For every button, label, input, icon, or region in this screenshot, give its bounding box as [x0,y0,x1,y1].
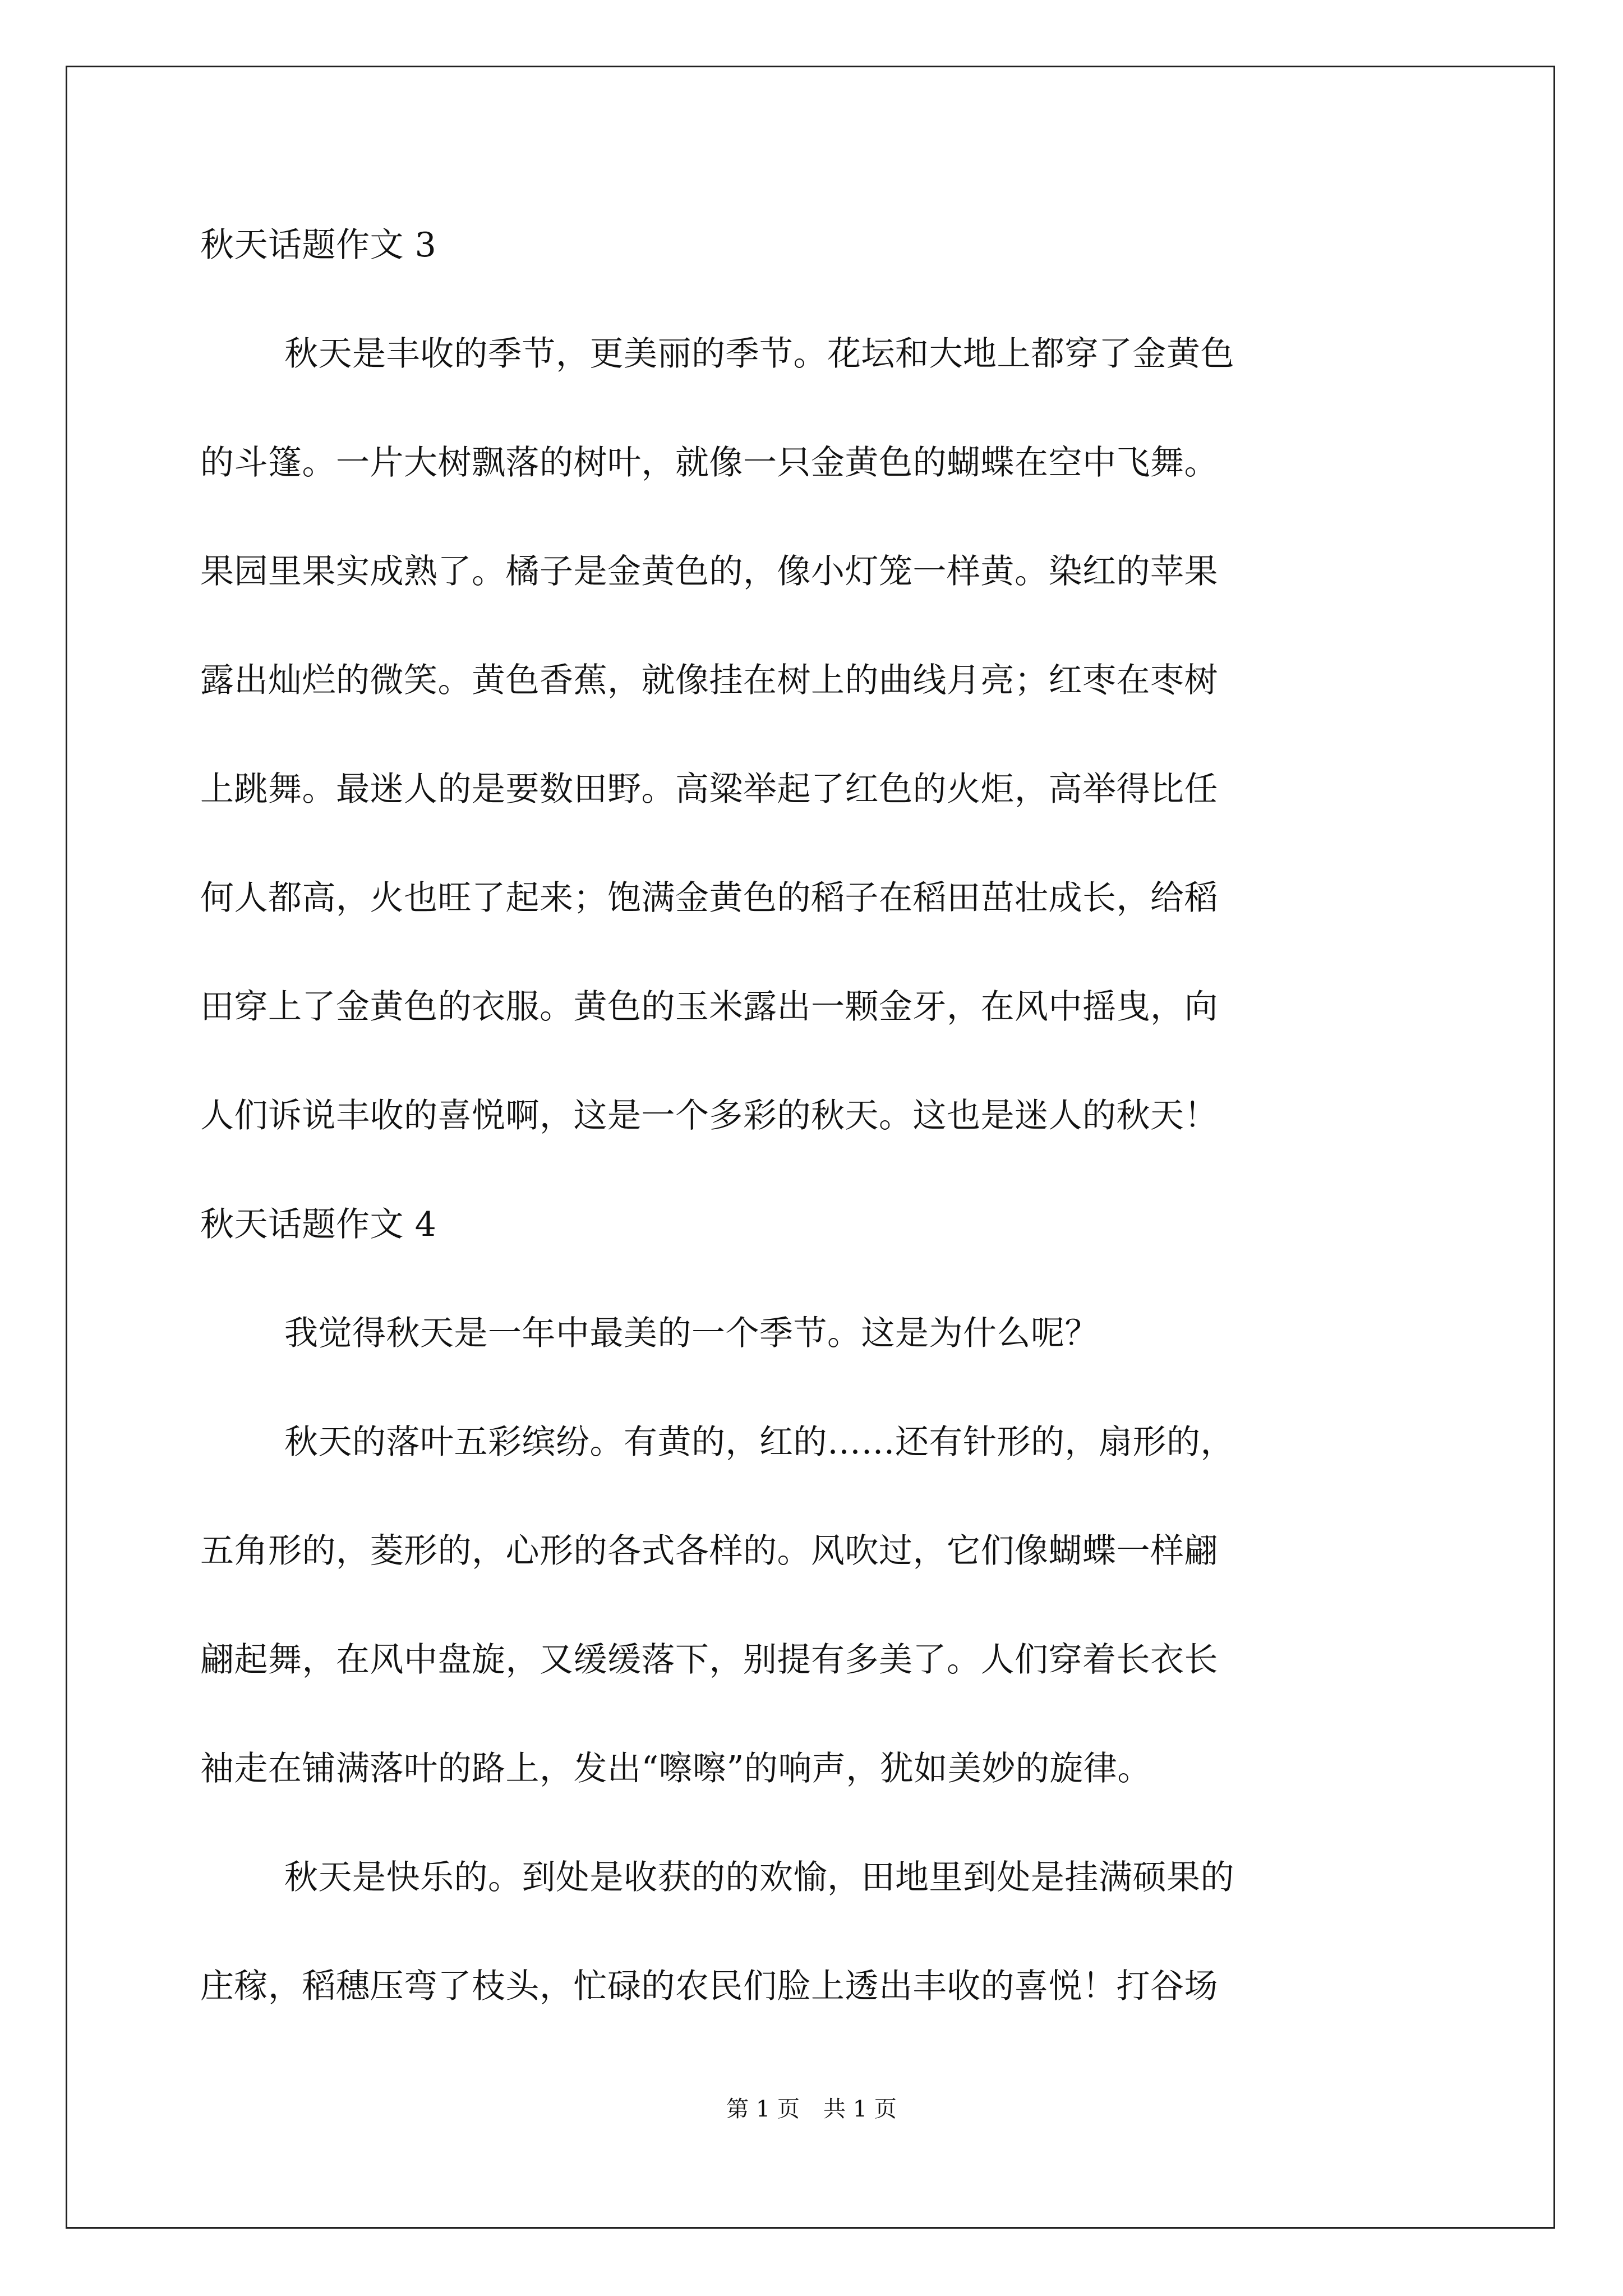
paragraph-line: 田穿上了金黄色的衣服。黄色的玉米露出一颗金牙，在风中摇曳，向 [200,987,1218,1027]
paragraph-line: 露出灿烂的微笑。黄色香蕉，就像挂在树上的曲线月亮；红枣在枣树 [200,661,1218,700]
page-number: 第 1 页 [726,2096,800,2122]
paragraph-line: 人们诉说丰收的喜悦啊，这是一个多彩的秋天。这也是迷人的秋天！ [200,1096,1218,1135]
paragraph-line: 庄稼，稻穗压弯了枝头，忙碌的农民们脸上透出丰收的喜悦！打谷场 [200,1967,1218,2006]
paragraph-line: 五角形的，菱形的，心形的各式各样的。风吹过，它们像蝴蝶一样翩 [200,1531,1218,1571]
paragraph-line: 何人都高，火也旺了起来；饱满金黄色的稻子在稻田茁壮成长，给稻 [200,878,1218,918]
paragraph-line: 上跳舞。最迷人的是要数田野。高粱举起了红色的火炬，高举得比任 [200,770,1218,809]
paragraph-line: 袖走在铺满落叶的路上，发出“嚓嚓”的响声，犹如美妙的旋律。 [200,1749,1151,1788]
paragraph-line: 秋天的落叶五彩缤纷。有黄的，红的……还有针形的，扇形的， [284,1423,1234,1462]
paragraph-line: 我觉得秋天是一年中最美的一个季节。这是为什么呢？ [284,1314,1099,1353]
paragraph-line: 的斗篷。一片大树飘落的树叶，就像一只金黄色的蝴蝶在空中飞舞。 [200,443,1218,482]
document-body [200,191,1428,2041]
paragraph-line: 秋天是丰收的季节，更美丽的季节。花坛和大地上都穿了金黄色 [284,334,1234,374]
essay-4-title: 秋天话题作文 4 [200,1205,437,1244]
paragraph-line: 翩起舞，在风中盘旋，又缓缓落下，别提有多美了。人们穿着长衣长 [200,1640,1218,1680]
page-footer [0,2095,1623,2123]
paragraph-line: 秋天是快乐的。到处是收获的的欢愉，田地里到处是挂满硕果的 [284,1858,1234,1897]
paragraph-line: 果园里果实成熟了。橘子是金黄色的，像小灯笼一样黄。染红的苹果 [200,552,1218,591]
page-total: 共 1 页 [823,2096,897,2122]
essay-3-title: 秋天话题作文 3 [200,226,437,265]
